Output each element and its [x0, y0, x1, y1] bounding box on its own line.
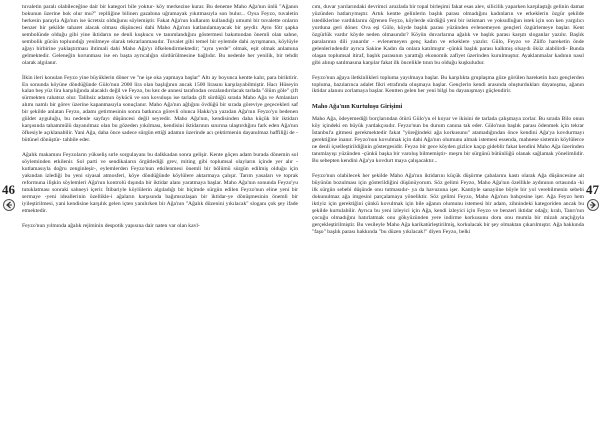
next-page-button[interactable] [587, 199, 599, 211]
left-paragraph-2: İlkin ileri konulan Feyzo yine büyüklerin döner ve "ne işe oka yapmaya başlar" Altı ay boyunca kentte kalır, para biriktirir. En sonunda köyüne döndüğünde Gülo'nun 2000 lira olan başlığının ancak 1500 lirasını karşılayabilmiştir. Hacı Hüseyin kalan beş yüz lira karşılığında alacaklı değil ve Feyzo, bu kez de annesi tarafından cezalandırılacak tarlada "ölüm göle" çift sürmekten rahatsız olur. Talihsiz adamın öykücü ve son kovuluşu ise tarlada çift sürdüğü sırada Maho Ağa ve Amlanları alımı namlı bir görev üzerine kapanmasıyla sonuçlanır. Maho Ağa'nın ağlığını övdüğü bir sırada göreviye geçecekleri saf bir şekilde anlatan Feyzo, adamı getirmesinin sonra batkınca görevli olunca Hakkı'ya yazıdan Ağa'nın Feyzo'yu bedenen güldet ayguluğu, bu nedenle sayfayı düşüncesi değil seyredir. Maho Ağa'nın, kendisinden daha küçük bir iktidarı karşısında tahammülü dayanılmaz olan bu gözeden yıkılması, kendisini iktidarının sınırına ulaştırdığını fark eden Ağa'nın öfkesiyle açıklanabilir. Yani Ağa, daha önce sadece sürgün ettiği adamın üzerinde acı çektirmenin dayanılmaz haffiliği de -bütünel dönüştür- tahbile eder. [22, 74, 298, 144]
circle-arrow-right-icon [589, 201, 597, 209]
left-page-number: 46 [2, 182, 15, 197]
right-paragraph-2: Feyzo'nun ağaya iletkinlikleri topluma yayılmaya başlar. Bu karşılıkta gruplaşma göze görülen hareketin bazı gençlerden topluma, bazılarınca adalet fikri etrafında oluşmaya başlar. Gençlerin kendi arasında oluşturdukları dayanışma, ağanın iktidar alanını zorlamaya başlar. Kentten gelen her yeni bilgi bu dayanışmayı güçlendirir. [312, 74, 584, 95]
left-paragraph-4: Feyzo'nun yılmında ağalık rejiminin despotik yapısına dair naten var olan kavl- [22, 222, 200, 229]
right-paragraph-1: cım, duvar yarılarındaki devrimci aruzlada bir topal birleşimi fakat esas alev, silicilik yaparken karşılaştığı gelinin damat yüzünden hatlarıymıştır. Artık kentte gelinlerin başlık parası olmadığını kadınların ve erkeklerin özgür şekilde istediklerine vardıklarını öğrenen Feyzo, köylerde sürdüğü yeni bir istismarı ve yoksulluğun istek için son ken yargılıcı yurduna geri döner. Ova eşi Gülo, köyde başlık parası yüzünden evlenemeyen gençleri özgürlemeye başlar. Kent özgürlük vardır köyde neden olmasındır? Köyün duvarlarına ağalık ve başlık parası karşıtı sloganlar yazılır. Başlık paralarının dili yanardır - evlenemeyen genç kadın ve erkeklere yazılır. Gülo, Feyzo ve Zülfo hareketin önde gelenlerindendir ayrıca Sakine Kadın da onlara katılmıştır -çünkü başlık parası kalkmış olsaydı öküz alabilirdi- Bunda olaşan toplumsal itiraf, başlık parasının yarattığı ekonomik zafiyet üzerinden kurulmuştur. Ayaklanmalar kadının nasıl gibi alınıp satılmasına karşılar fakat ilk öncelikle tının bu olduğu kuşkuludur. [312, 4, 584, 66]
circle-arrow-left-icon [5, 201, 13, 209]
right-section-paragraph-2: Feyzo'nun olabilecek her şekilde Maho Ağa'nın iktidarını küçük düşürme çabalarını kastı olarak Ağa düşüncesine ait büyünün bozulması için gösterildiğini düşünüyorum. Söz gelimi Feyzo, Maho Ağa'nın özellikle aydınının ortasında -ki ilk sürgün sebebi düşünde onu tutmasıdır- ya da havuzuna işer. Kantiyle sanayiine böyle bir yol verebilmenin sebebi dokunulmaz ağa imgesini parçalamaya yöneliktir. Söz gelimi Feyzo, Maho Ağa'nın bahçesine işer. Ağa Feyzo hem iktiyiz için gerektiğini çünkü kovulmak için bile ağanın olumunu istemesi bir adam, zihnindeki kategoriden ancak bu şekilde kurtulabilir. Ayrıca bu yeni izleyici için Ağa, kendi izleyici için Feyzo ve benzeri iktidar odağı; kralı, Tanrı'nın çocuğu olmadığını hatırlatmak onu gökyüzünden yere indirme korkusunu doru onu mumla bir mizah araçlığıyla gerçekleştirilmiştir. Bu vesileyle Maho Ağa karikatürleştirilmiş, korkulacak bir şey olmaktan çıkarılmıştır. Ağa hakkında "faşo" başlık parası hakkında "bu düzen yıkılacak!" diyen Feyzo, belki [312, 173, 584, 235]
previous-page-button[interactable] [3, 199, 15, 211]
left-page [22, 0, 298, 425]
right-page [312, 0, 584, 425]
right-section-paragraph-1: Maho Ağa, ödeyemediği borçlarından ötürü Gülo'yu el koyar ve ikisini de tarlada çalışmaya zorlar. Bu sırada Bilo onun köy içindeki en büyük yardakçısıdır. Feyzo'nun bu durum canına tak eder. Gülo'nun başlık parası ödenmek için tekrar İstanbul'a gitmesi gerekmektedir fakat "yüreğindeki ağa korkusunu" atamadığından önce kendini Ağa'ya kovdurmayı gerektiğine inanır. Feyzo'nun kovulmak için dahi Ağa'nın olumunu almak istemesi essenda, mahnese sistemin köylülerce ne denli içselleştirildiğinin göstergesidir. Feyzo bir gece köyden gizlice kaçıp gideblir fakat kendini Maho Ağa üzerinden tanımlayışı yüzünden -çünkü başka bir varoluş bilmemiştir- meşru bir sürgünü bütünlüğü olanak sağlamak yönelimlidir. Bu sebepten kendini Ağa'ya kovdurt maya çalışacaktır... [312, 116, 584, 165]
left-paragraph-3: Ağalık makamını Feyzoların yükseliş sırle sorgulayanı bu dalkkadan sonra gelişir. Kente göçen adam burada dönemin sol söyleminden etkilenir. Sol parti ve sendikaların örgütlediği grev, miting gibi toplumsal olayların içinde yer alır -kutlamasıyla doğru zenginleşir-, eylemlerden Feyzo'nun etkilenmesi önemli bir bölümü sürgün edilmiş olduğu için yakından izlediği bu yeni siyasal atmosferi, köye döndüğünde köylülere aktarmaya çalışır. Tarım yasaları ve toprak reformuna ilişkin söylemleri Ağa'nın kontrolü dışında bir iktidar alanı yaratmaya başlar. Maho Ağa'nın sonunda Feyzo'yu tutuklatması sonraki sahneyi içerir. İtibariyle köylülerin algıladığı bir biçimde sürgün edilen Feyzo'nun eline yeni bir sermaye -yeni ideallerinin özellikle-i ağaların karşısında bağımsızlaşan bir iktidar-ye dönüşmesinin önemli bir iyileştirilmesi, yani kendisine karşılık gelen içten yanılırken bir Ağa'nın "Ağalık düzenini yıkılacak" sloganı çok şey ifade etmektedir. [22, 152, 298, 214]
right-page-number: 47 [586, 182, 599, 197]
left-paragraph-1: tuvaletin paralı olabileceğine dair bir kategori bile yoktur- köy merkezine kurar. Bu deneme Maho Ağa'nın ünlü "Ağanın bokunun üzerine bok olur mu?" replliğine bilinen gazabına uğramayak yıkıtmasıyla son bulur... Oysa Feyzo, tuvaletin herkesin parayla Ağa'nın ise ücretsiz olduğunu söylemiştir. Fakat Ağa'nın kullanım kullandığı umumi bir tuvalette onların benzer bir şekilde taharet alacak olması düşüncesi dahi Maho Ağa'nın katlanılamayacak bir şeydir. Aynı fötr şapka sembolünde olduğu gibi yine iktidarın ne denli kuşkucu ve tanımlandığını göstermesi bakımından önemli olan sahne, sembolik gücün topluındığı yenilmeye olarak tekrarlanmasıdır. Tuvalet gibi temel bir eylemde dahi ayrışmanın, köylüyle ağayı birbirine yaklaştırması ihtimali dahi Maho Ağa'yı öfkelendirmektedir; "aynı yerde" olmak, eşit olmak anlamına gelmektedir. Geleneğin korunması ise en başta ayrıcalığın sürdürülmesine bağlıdır. Bu nedenle her yenilik, bir tehdit olarak algılanır. [22, 4, 298, 66]
section-heading: Maho Ağa'nın Kurtuluşu Girişimi [312, 103, 403, 111]
